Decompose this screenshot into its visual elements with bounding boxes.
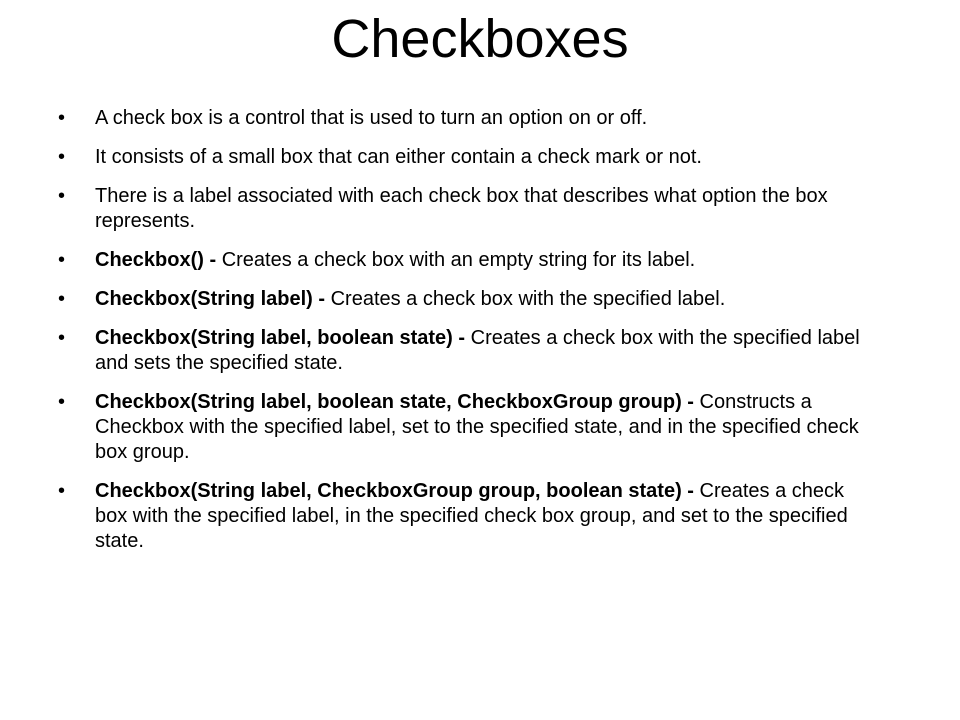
bullet-bold-text: Checkbox(String label) -: [95, 288, 331, 310]
bullet-dot: •: [58, 146, 66, 168]
bullet-text: A check box is a control that is used to turn an option on or off.: [95, 107, 648, 129]
bullet-text: Creates a check box with the specified label and sets the specified state.: [95, 327, 860, 374]
bullet-item: [58, 106, 868, 131]
bullet-item: [58, 479, 868, 554]
bullet-item: [58, 184, 868, 234]
bullet-item: [58, 326, 868, 376]
bullet-text: It consists of a small box that can either contain a check mark or not.: [95, 146, 702, 168]
bullet-item: [58, 248, 868, 273]
slide-title: Checkboxes: [331, 9, 629, 69]
bullet-list: [58, 106, 868, 568]
bullet-dot: •: [58, 480, 66, 502]
bullet-text: Constructs a Checkbox with the specified label, set to the specified state, and in the specified check box group.: [95, 391, 859, 463]
bullet-text: Creates a check box with the specified label, in the specified check box group, and set to the specified state.: [95, 480, 848, 552]
bullet-bold-text: Checkbox(String label, boolean state) -: [95, 327, 471, 349]
bullet-dot: •: [58, 185, 66, 207]
bullet-dot: •: [58, 327, 66, 349]
bullet-dot: •: [58, 249, 66, 271]
bullet-dot: •: [58, 107, 66, 129]
bullet-item: [58, 145, 868, 170]
bullet-dot: •: [58, 288, 66, 310]
bullet-bold-text: Checkbox(String label, CheckboxGroup group, boolean state) -: [95, 480, 700, 502]
bullet-item: [58, 287, 868, 312]
bullet-text: Creates a check box with an empty string for its label.: [221, 249, 696, 271]
bullet-bold-text: Checkbox(String label, boolean state, CheckboxGroup group) -: [95, 391, 700, 413]
bullet-text: There is a label associated with each check box that describes what option the box represents.: [95, 185, 828, 232]
bullet-text: Creates a check box with the specified label.: [330, 288, 726, 310]
bullet-dot: •: [58, 391, 66, 413]
bullet-bold-text: Checkbox() -: [95, 249, 222, 271]
bullet-item: [58, 390, 868, 465]
